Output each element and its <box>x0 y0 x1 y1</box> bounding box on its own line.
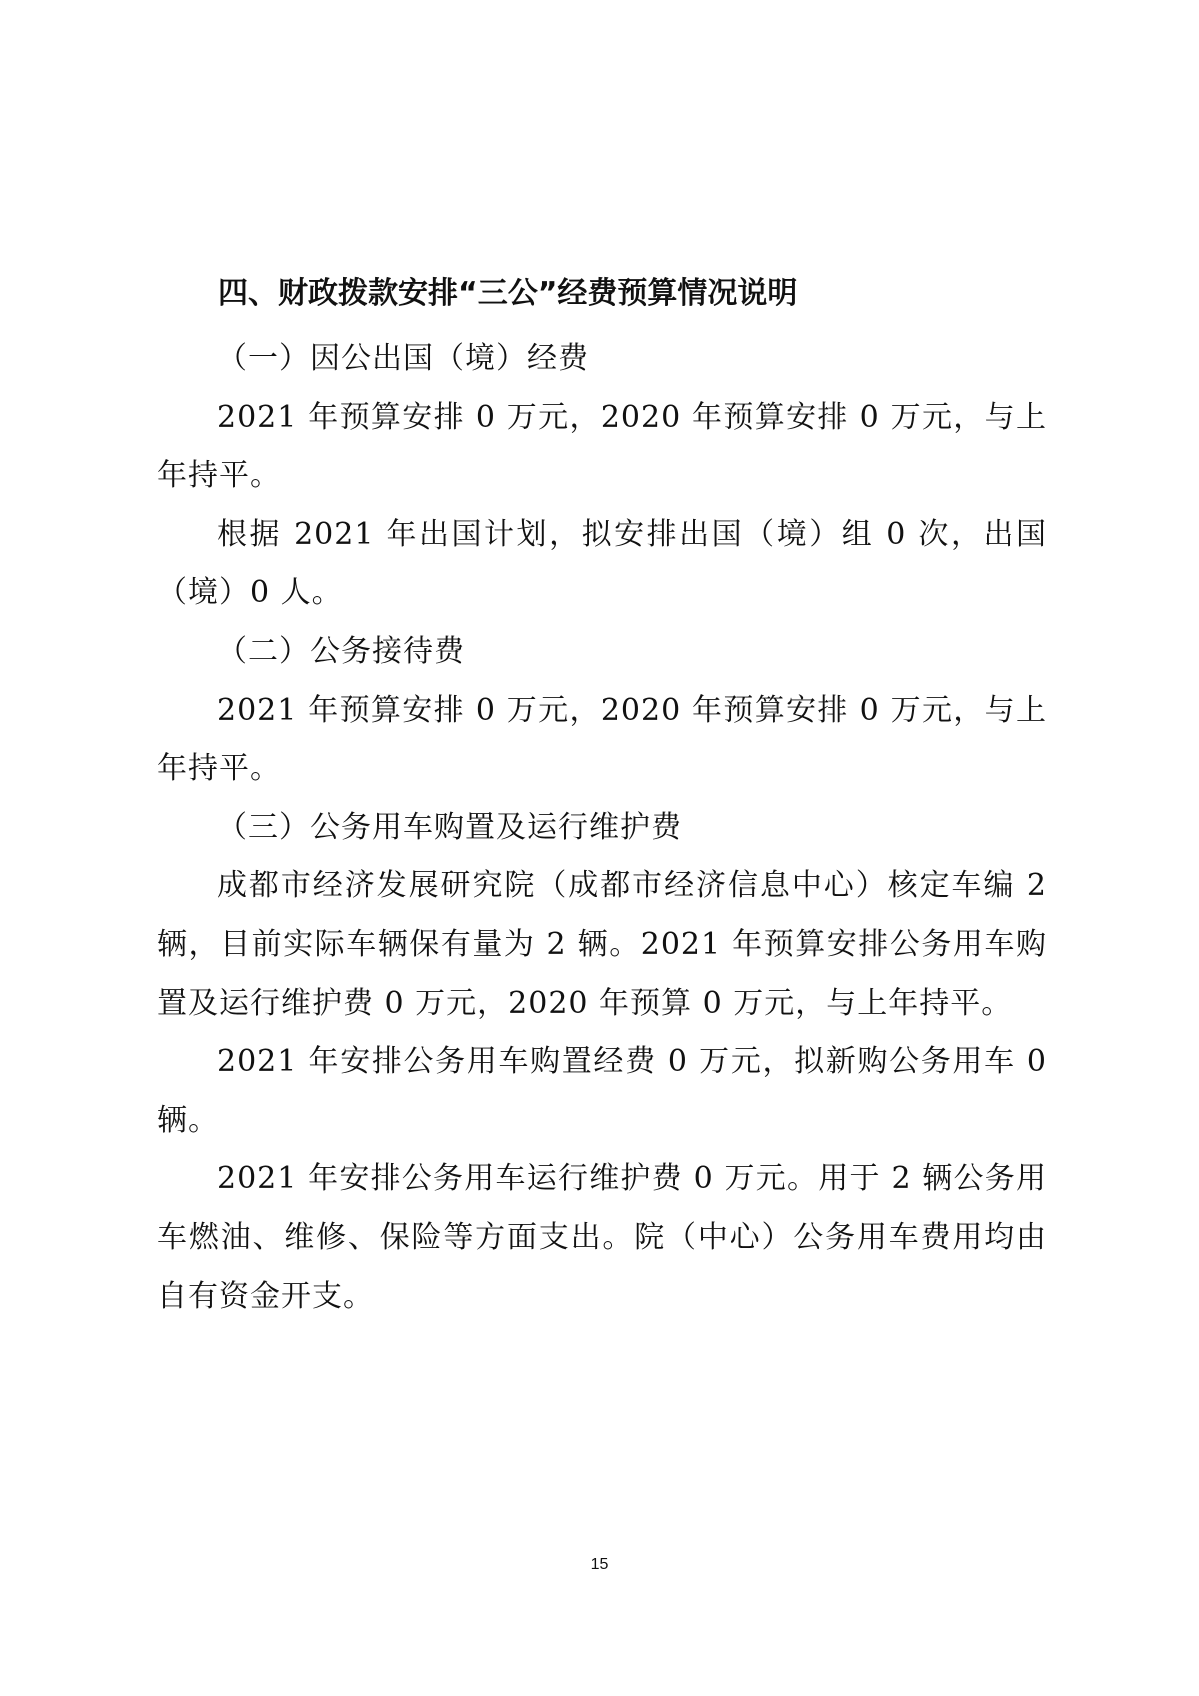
page-number: 15 <box>590 1556 609 1573</box>
section-heading: 四、财政拨款安排“三公”经费预算情况说明 <box>218 276 798 311</box>
subsection-heading: （三）公务用车购置及运行维护费 <box>217 809 682 845</box>
paragraph: 2021 年预算安排 0 万元，2020 年预算安排 0 万元，与上年持平。 <box>157 399 1047 494</box>
paragraph: 根据 2021 年出国计划，拟安排出国（境）组 0 次，出国（境）0 人。 <box>157 516 1047 611</box>
paragraph: 2021 年安排公务用车购置经费 0 万元，拟新购公务用车 0 辆。 <box>157 1044 1047 1138</box>
paragraph: 2021 年安排公务用车运行维护费 0 万元。用于 2 辆公务用车燃油、维修、保险等方面支出。院（中心）公务用车费用均由自有资金开支。 <box>157 1161 1047 1314</box>
paragraph: 2021 年预算安排 0 万元，2020 年预算安排 0 万元，与上年持平。 <box>157 692 1047 787</box>
paragraph: 成都市经济发展研究院（成都市经济信息中心）核定车编 2 辆，目前实际车辆保有量为 2 辆。2021 年预算安排公务用车购置及运行维护费 0 万元，2020 年预算 0 万元，与上年持平。 <box>157 868 1047 1021</box>
document-body <box>157 330 1047 1326</box>
subsection-heading: （一）因公出国（境）经费 <box>217 341 589 376</box>
subsection-heading: （二）公务接待费 <box>217 633 465 669</box>
